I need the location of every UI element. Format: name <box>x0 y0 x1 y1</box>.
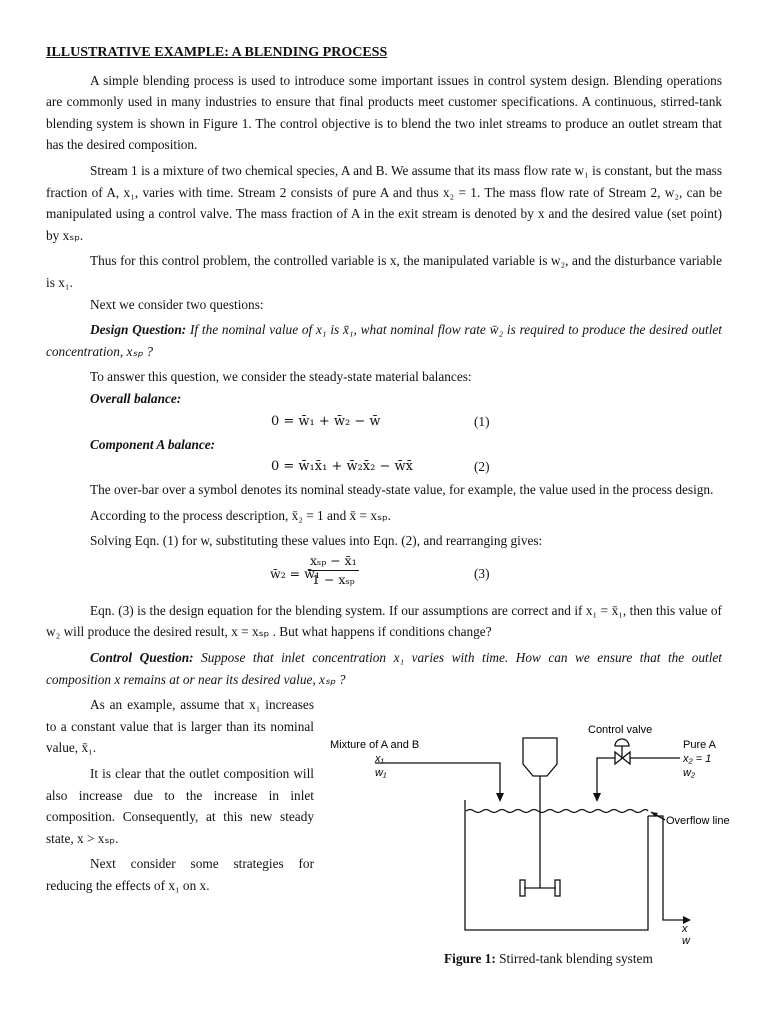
overflow-pipe <box>648 816 683 920</box>
paragraph-example: As an example, assume that x₁ increases to a constant value that is larger than its nominal value, x̄₁. <box>46 697 314 756</box>
figure-caption <box>444 951 653 967</box>
equation-1-number: (1) <box>474 413 490 429</box>
equation-3-numerator: xₛₚ − x̄₁ <box>308 552 359 571</box>
paragraph-balances-intro: To answer this question, we consider the steady-state material balances: <box>90 369 472 385</box>
paragraph-questions-intro: Next we consider two questions: <box>90 296 264 312</box>
equation-2 <box>46 455 722 479</box>
paragraph-outlet-increase: It is clear that the outlet composition will also increase due to the increase in inlet composition. Consequently, at this new steady state, x > xₛₚ. <box>46 766 314 846</box>
page-title: ILLUSTRATIVE EXAMPLE: A BLENDING PROCESS <box>46 45 388 60</box>
label-pure-a: Pure A <box>683 739 717 751</box>
figure-caption-text: Stirred-tank blending system <box>495 951 653 966</box>
equation-2-number: (2) <box>474 459 490 475</box>
paragraph-design-equation: Eqn. (3) is the design equation for the blending system. If our assumptions are correct and if x₁ = x̄₁, then this value of w₂ will produce the desired result, x = xₛₚ . But what happens if conditions change? <box>46 602 722 640</box>
component-balance-label: Component A balance: <box>90 436 216 452</box>
equation-1-expression: 0 = w̄₁ + w̄₂ − w̄ <box>271 413 381 429</box>
equation-3-fraction <box>308 552 359 589</box>
equation-1 <box>46 410 722 434</box>
label-control-valve: Control valve <box>588 724 653 736</box>
paragraph-overbar: The over-bar over a symbol denotes its nominal steady-state value, for example, the value used in the process design. <box>90 482 714 498</box>
label-outlet-w: w <box>682 935 690 947</box>
design-question-text: If the nominal value of x₁ is x̄₁, what nominal flow rate w̄₂ is required to produce the desired outlet concentration, xₛₚ ? <box>46 322 722 359</box>
control-question-text: Suppose that inlet concentration x₁ varies with time. How can we ensure that the outlet composition x remains at or near its desired value, xₛₚ ? <box>46 650 722 687</box>
stream-1-pipe <box>375 763 500 793</box>
control-question-label: Control Question: <box>90 650 194 666</box>
label-x2: x₂ = 1 <box>683 753 712 765</box>
figure-caption-label: Figure 1: <box>444 951 496 966</box>
design-question-label: Design Question: <box>90 322 187 338</box>
label-w1: w₁ <box>375 767 387 779</box>
mixer-motor <box>523 738 557 776</box>
equation-3-number: (3) <box>474 565 490 581</box>
label-mixture: Mixture of A and B <box>330 739 420 751</box>
tank-wall <box>465 800 648 930</box>
figure-diagram <box>325 718 740 968</box>
overall-balance-label: Overall balance: <box>90 390 182 406</box>
paragraph-streams: Stream 1 is a mixture of two chemical species, A and B. We assume that its mass flow rate w₁ is constant, but the mass fraction of A, x₁, varies with time. Stream 2 consists of pure A and thus x₂ = 1. The mass flow rate of Stream 2, w₂, can be manipulated using a control valve. The mass fraction of A in the exit stream is denoted by x and the desired value (set point) by xₛₚ. <box>46 162 722 243</box>
label-x1: x₁ <box>375 753 384 765</box>
paragraph-solving: Solving Eqn. (1) for w, substituting these values into Eqn. (2), and rearranging gives: <box>90 533 543 549</box>
label-outlet-x: x <box>682 923 688 935</box>
control-question <box>46 647 722 690</box>
stream-2-pipe-left <box>597 758 615 793</box>
liquid-surface <box>466 810 648 813</box>
paragraph-strategies: Next consider some strategies for reducing the effects of x₁ on x. <box>46 856 314 893</box>
paragraph-process-description: According to the process description, x̄₂ = 1 and x̄ = xₛₚ. <box>90 507 391 523</box>
design-question <box>46 319 722 362</box>
figure-blending-system <box>325 718 740 968</box>
equation-2-expression: 0 = w̄₁x̄₁ + w̄₂x̄₂ − w̄x̄ <box>271 459 413 475</box>
equation-3 <box>46 552 722 596</box>
stream-1-arrow-icon <box>496 793 504 802</box>
label-overflow-line: Overflow line <box>666 815 730 827</box>
equation-3-lhs: w̄₂ = w̄₁ <box>270 565 320 581</box>
stream-2-arrow-icon <box>593 793 601 802</box>
label-w2: w₂ <box>683 767 696 779</box>
paragraph-intro: A simple blending process is used to introduce some important issues in control system design. Blending operations are commonly used in many industries to ensure that final products meet customer specifications. A continuous, stirred-tank blending system is shown in Figure 1. The control objective is to blend the two inlet streams to produce an outlet stream that has the desired composition. <box>46 72 722 153</box>
side-text-column <box>46 694 314 896</box>
paragraph-variables: Thus for this control problem, the controlled variable is x, the manipulated variable is w₂, and the disturbance variable is x₁. <box>46 253 722 290</box>
equation-3-denominator: 1 − xₛₚ <box>312 571 355 587</box>
